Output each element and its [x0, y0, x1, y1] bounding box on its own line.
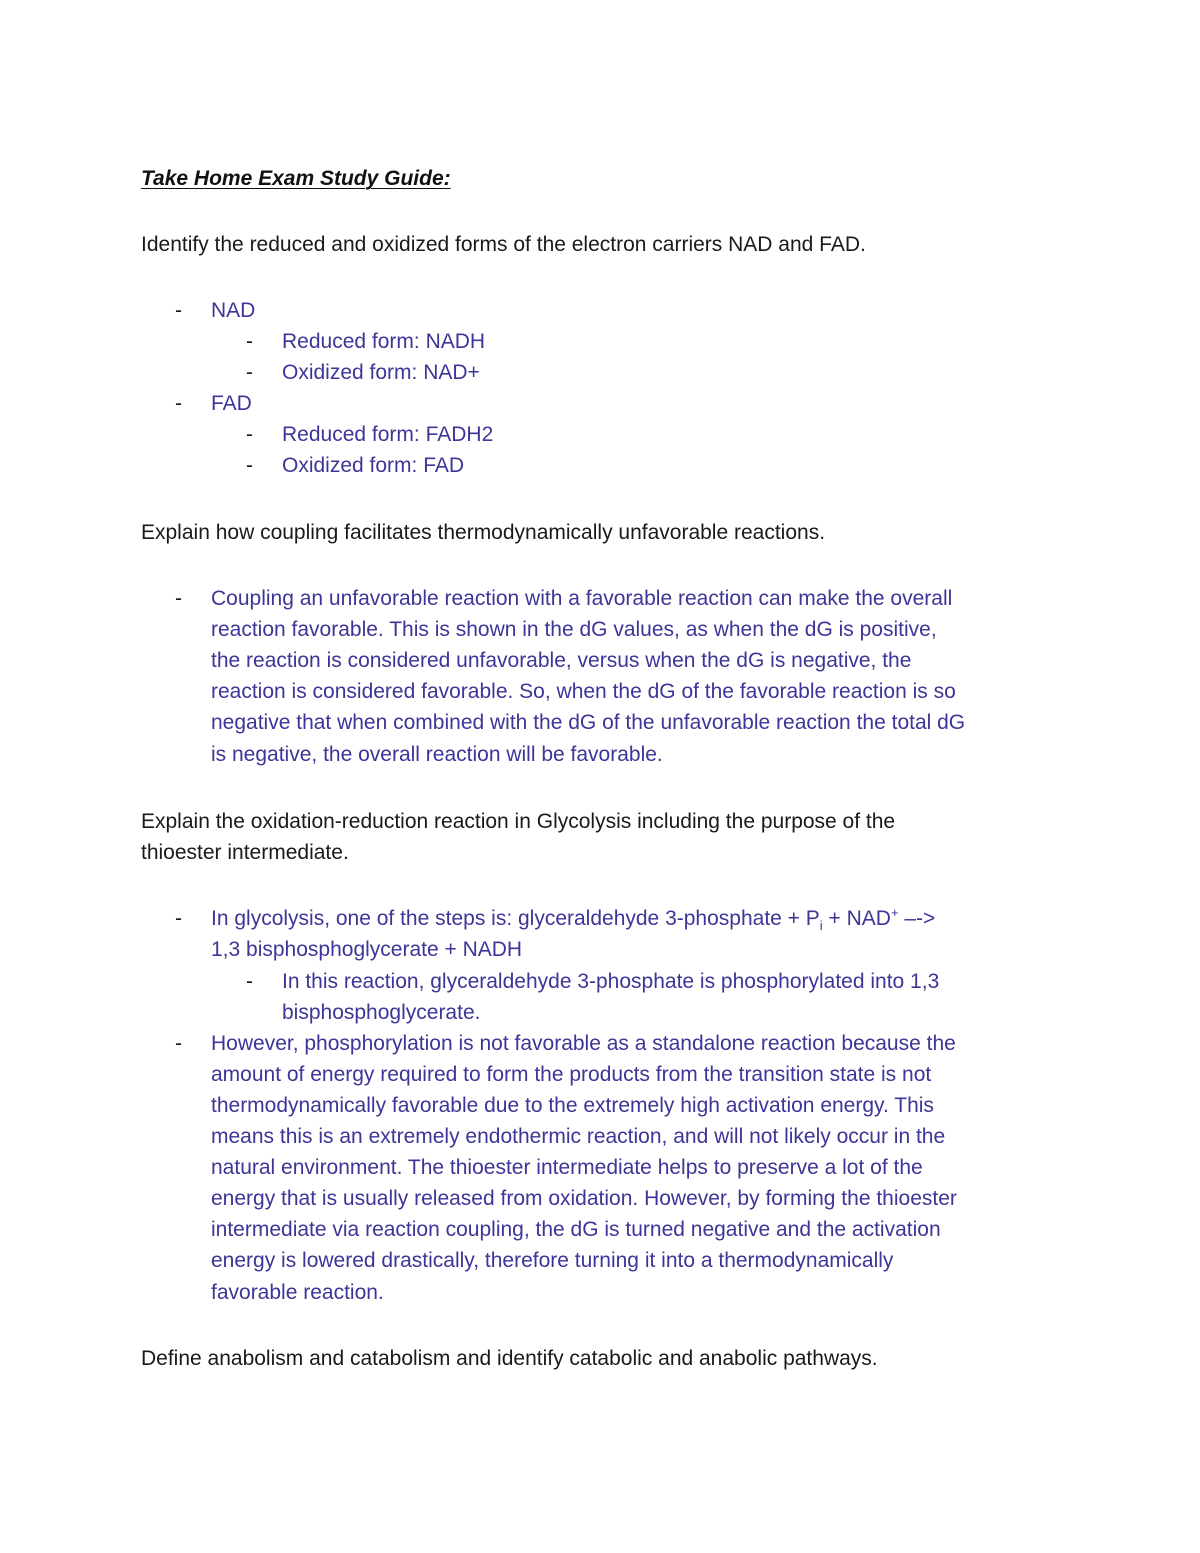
question-3-line: Explain the oxidation-reduction reaction in Glycolysis including the purpose of the [141, 810, 896, 833]
bullet-dash: - [175, 1032, 182, 1055]
equation-suffix: –-> [898, 907, 936, 930]
page-title: Take Home Exam Study Guide: [141, 167, 451, 190]
question-4: Define anabolism and catabolism and identify catabolic and anabolic pathways. [141, 1347, 878, 1370]
answer-2-line: reaction is considered favorable. So, when the dG of the favorable reaction is so [211, 680, 956, 703]
answer-3-line: energy is lowered drastically, therefore turning it into a thermodynamically [211, 1249, 894, 1272]
nad-item: NAD [211, 299, 256, 322]
fad-reduced: Reduced form: FADH2 [282, 423, 494, 446]
fad-oxidized: Oxidized form: FAD [282, 454, 465, 477]
answer-3-line: thermodynamically favorable due to the extremely high activation energy. This [211, 1094, 934, 1117]
answer-2-line: negative that when combined with the dG of the unfavorable reaction the total dG [211, 711, 966, 734]
bullet-dash: - [246, 423, 253, 446]
bullet-dash: - [246, 454, 253, 477]
answer-3-line: means this is an extremely endothermic reaction, and will not likely occur in the [211, 1125, 946, 1148]
question-1: Identify the reduced and oxidized forms of the electron carriers NAD and FAD. [141, 233, 866, 256]
bullet-dash: - [175, 392, 182, 415]
nad-reduced: Reduced form: NADH [282, 330, 486, 353]
answer-3-sub-line: In this reaction, glyceraldehyde 3-phosphate is phosphorylated into 1,3 [282, 970, 940, 993]
answer-3-line: intermediate via reaction coupling, the dG is turned negative and the activation [211, 1218, 941, 1241]
bullet-dash: - [175, 299, 182, 322]
nad-oxidized: Oxidized form: NAD+ [282, 361, 480, 384]
equation-superscript: + [890, 905, 899, 920]
answer-2-line: the reaction is considered unfavorable, versus when the dG is negative, the [211, 649, 912, 672]
answer-3-sub-line: bisphosphoglycerate. [282, 1001, 481, 1024]
answer-3-line: favorable reaction. [211, 1281, 384, 1304]
answer-3-line: However, phosphorylation is not favorable as a standalone reaction because the [211, 1032, 956, 1055]
equation-prefix: In glycolysis, one of the steps is: glyceraldehyde 3-phosphate + P [211, 907, 820, 930]
fad-item: FAD [211, 392, 252, 415]
answer-3-line: natural environment. The thioester intermediate helps to preserve a lot of the [211, 1156, 923, 1179]
answer-2-line: is negative, the overall reaction will be favorable. [211, 743, 663, 766]
equation-mid: + NAD [822, 907, 891, 930]
bullet-dash: - [175, 907, 182, 930]
bullet-dash: - [246, 970, 253, 993]
bullet-dash: - [246, 361, 253, 384]
question-3-line: thioester intermediate. [141, 841, 349, 864]
question-2: Explain how coupling facilitates thermodynamically unfavorable reactions. [141, 521, 826, 544]
answer-2-line: Coupling an unfavorable reaction with a favorable reaction can make the overall [211, 587, 953, 610]
answer-3-line: energy that is usually released from oxidation. However, by forming the thioester [211, 1187, 957, 1210]
answer-2-line: reaction favorable. This is shown in the dG values, as when the dG is positive, [211, 618, 937, 641]
answer-3-line: amount of energy required to form the products from the transition state is not [211, 1063, 932, 1086]
equation-line-2: 1,3 bisphosphoglycerate + NADH [211, 938, 523, 961]
bullet-dash: - [246, 330, 253, 353]
equation-subscript: i [819, 918, 823, 934]
bullet-dash: - [175, 587, 182, 610]
glycolysis-equation [211, 906, 935, 932]
